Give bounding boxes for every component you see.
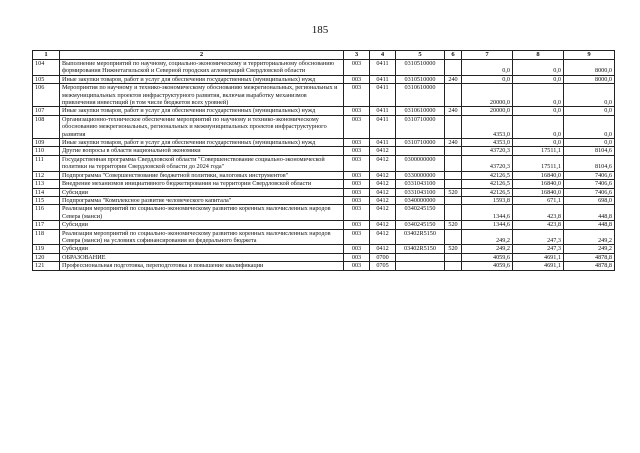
row-amount-year3: 698,0	[564, 196, 615, 204]
table-row	[33, 107, 615, 115]
row-code-expense-type	[445, 155, 462, 171]
row-code-expense-type: 240	[445, 75, 462, 83]
row-code-section: 0411	[370, 139, 396, 147]
row-amount-year3: 0,0	[564, 115, 615, 138]
row-code-section: 0411	[370, 84, 396, 107]
header-cell: 6	[445, 51, 462, 60]
table-row	[33, 115, 615, 138]
row-description: Профессиональная подготовка, переподготовка и повышение квалификации	[60, 262, 344, 270]
row-description: Мероприятия по научному и технико-экономическому обоснованию межрегиональных, региональных и межмуниципальных проектов инфраструктурного развития, включая выработку механизмов привлечения инвестиций (в том числе бюджетов всех уровней)	[60, 84, 344, 107]
row-code-target: 0330000000	[396, 171, 445, 179]
row-amount-year2: 671,1	[513, 196, 564, 204]
row-amount-year1: 42126,5	[462, 171, 513, 179]
row-amount-year1: 1593,8	[462, 196, 513, 204]
row-amount-year3: 8000,0	[564, 75, 615, 83]
row-number: 107	[33, 107, 60, 115]
table-row	[33, 171, 615, 179]
page-number: 185	[311, 24, 329, 36]
row-amount-year2: 16840,0	[513, 180, 564, 188]
row-amount-year3: 7406,6	[564, 180, 615, 188]
row-code-expense-type	[445, 196, 462, 204]
row-code-target: 0340000000	[396, 196, 445, 204]
row-amount-year2: 4691,1	[513, 253, 564, 261]
row-amount-year3: 4878,8	[564, 262, 615, 270]
row-amount-year1: 1344,6	[462, 221, 513, 229]
row-amount-year1: 4059,6	[462, 253, 513, 261]
row-amount-year1: 1344,6	[462, 205, 513, 221]
row-description: Реализация мероприятий по социально-экономическому развитию коренных малочисленных народов Севера (манси) на условиях софинансирования из федерального бюджета	[60, 229, 344, 245]
row-description: Иные закупки товаров, работ и услуг для обеспечения государственных (муниципальных) нужд	[60, 139, 344, 147]
row-description: Организационно-техническое обеспечение мероприятий по научному и технико-экономическому обоснованию межрегиональных, региональных и межмуниципальных проектов инфраструктурного развития	[60, 115, 344, 138]
row-code-admin: 003	[344, 188, 370, 196]
table-row	[33, 196, 615, 204]
row-amount-year1: 43720,3	[462, 147, 513, 155]
table-row	[33, 155, 615, 171]
row-amount-year1: 249,2	[462, 245, 513, 253]
row-amount-year2: 423,8	[513, 221, 564, 229]
header-cell: 5	[396, 51, 445, 60]
row-code-expense-type: 240	[445, 107, 462, 115]
row-code-admin: 003	[344, 75, 370, 83]
row-number: 117	[33, 221, 60, 229]
row-amount-year2: 0,0	[513, 115, 564, 138]
row-description: Субсидии	[60, 221, 344, 229]
row-code-expense-type: 520	[445, 221, 462, 229]
row-code-section: 0412	[370, 229, 396, 245]
row-code-target: 0310610000	[396, 107, 445, 115]
row-number: 109	[33, 139, 60, 147]
table-row	[33, 75, 615, 83]
row-code-section: 0411	[370, 115, 396, 138]
row-code-section: 0411	[370, 60, 396, 76]
row-amount-year2: 0,0	[513, 60, 564, 76]
row-code-target: 03402R5150	[396, 229, 445, 245]
table-row	[33, 139, 615, 147]
budget-table	[32, 50, 615, 271]
row-code-target: 0340245150	[396, 205, 445, 221]
row-code-section: 0412	[370, 147, 396, 155]
table-row	[33, 262, 615, 270]
row-code-expense-type	[445, 262, 462, 270]
row-code-expense-type: 520	[445, 245, 462, 253]
table-row	[33, 147, 615, 155]
row-amount-year1: 20000,0	[462, 84, 513, 107]
row-amount-year2: 0,0	[513, 84, 564, 107]
row-code-expense-type	[445, 205, 462, 221]
row-code-expense-type: 520	[445, 188, 462, 196]
row-code-section: 0412	[370, 196, 396, 204]
row-description: Государственная программа Свердловской области "Совершенствование социально-экономической политики на территории Свердловской области до 2024 года"	[60, 155, 344, 171]
row-description: Иные закупки товаров, работ и услуг для обеспечения государственных (муниципальных) нужд	[60, 75, 344, 83]
row-amount-year1: 4353,0	[462, 115, 513, 138]
table-row	[33, 253, 615, 261]
row-description: Субсидии	[60, 188, 344, 196]
row-code-section: 0411	[370, 75, 396, 83]
row-amount-year3: 0,0	[564, 107, 615, 115]
table-row	[33, 180, 615, 188]
row-code-expense-type: 240	[445, 139, 462, 147]
row-amount-year3: 448,8	[564, 221, 615, 229]
row-number: 116	[33, 205, 60, 221]
row-code-admin: 003	[344, 221, 370, 229]
row-code-expense-type	[445, 180, 462, 188]
row-code-section: 0412	[370, 180, 396, 188]
row-number: 114	[33, 188, 60, 196]
row-code-target: 0340245150	[396, 221, 445, 229]
row-code-expense-type	[445, 229, 462, 245]
row-code-admin: 003	[344, 115, 370, 138]
row-code-target: 0331043100	[396, 188, 445, 196]
row-amount-year1: 0,0	[462, 60, 513, 76]
row-code-section: 0412	[370, 155, 396, 171]
row-amount-year3: 448,8	[564, 205, 615, 221]
row-amount-year1: 43720,3	[462, 155, 513, 171]
row-amount-year1: 42126,5	[462, 188, 513, 196]
row-amount-year3: 4878,8	[564, 253, 615, 261]
row-code-admin: 003	[344, 229, 370, 245]
row-amount-year2: 17511,1	[513, 155, 564, 171]
row-code-section: 0412	[370, 221, 396, 229]
table-row	[33, 221, 615, 229]
row-amount-year2: 16840,0	[513, 188, 564, 196]
row-description: Подпрограмма "Совершенствование бюджетной политики, налоговых инструментов"	[60, 171, 344, 179]
row-description: Субсидии	[60, 245, 344, 253]
row-amount-year2: 0,0	[513, 75, 564, 83]
header-cell: 7	[462, 51, 513, 60]
row-code-target	[396, 253, 445, 261]
header-cell: 3	[344, 51, 370, 60]
row-amount-year1: 42126,5	[462, 180, 513, 188]
row-number: 106	[33, 84, 60, 107]
row-code-admin: 003	[344, 253, 370, 261]
row-code-section: 0412	[370, 245, 396, 253]
row-number: 104	[33, 60, 60, 76]
row-number: 113	[33, 180, 60, 188]
header-cell: 9	[564, 51, 615, 60]
row-code-section: 0700	[370, 253, 396, 261]
table-row	[33, 60, 615, 76]
row-amount-year3: 249,2	[564, 245, 615, 253]
row-code-target: 03402R5150	[396, 245, 445, 253]
row-code-expense-type	[445, 60, 462, 76]
table-row	[33, 245, 615, 253]
row-code-expense-type	[445, 253, 462, 261]
row-description: Реализация мероприятий по социально-экономическому развитию коренных малочисленных народов Севера (манси)	[60, 205, 344, 221]
row-code-admin: 003	[344, 84, 370, 107]
row-code-admin: 003	[344, 147, 370, 155]
header-cell: 2	[60, 51, 344, 60]
row-code-admin: 003	[344, 180, 370, 188]
row-code-admin: 003	[344, 107, 370, 115]
row-description: Иные закупки товаров, работ и услуг для обеспечения государственных (муниципальных) нужд	[60, 107, 344, 115]
row-amount-year1: 20000,0	[462, 107, 513, 115]
row-code-target: 0310710000	[396, 115, 445, 138]
row-code-expense-type	[445, 147, 462, 155]
row-amount-year2: 17511,1	[513, 147, 564, 155]
row-description: Подпрограмма "Комплексное развитие человеческого капитала"	[60, 196, 344, 204]
row-description: Выполнение мероприятий по научному, социально-экономическому и территориальному обоснованию формирования Нижнетагильской и Северной городских агломераций Свердловской области	[60, 60, 344, 76]
row-code-section: 0412	[370, 171, 396, 179]
row-amount-year3: 0,0	[564, 139, 615, 147]
row-amount-year2: 4691,1	[513, 262, 564, 270]
row-amount-year3: 8104,6	[564, 155, 615, 171]
row-code-target	[396, 147, 445, 155]
row-code-section: 0412	[370, 188, 396, 196]
row-code-admin: 003	[344, 245, 370, 253]
header-cell: 1	[33, 51, 60, 60]
row-number: 115	[33, 196, 60, 204]
row-amount-year2: 247,3	[513, 229, 564, 245]
row-number: 111	[33, 155, 60, 171]
row-amount-year2: 16840,0	[513, 171, 564, 179]
row-amount-year2: 0,0	[513, 107, 564, 115]
row-code-target: 0310510000	[396, 75, 445, 83]
row-code-section: 0411	[370, 107, 396, 115]
row-amount-year1: 0,0	[462, 75, 513, 83]
row-amount-year1: 249,2	[462, 229, 513, 245]
row-number: 108	[33, 115, 60, 138]
row-amount-year3: 7406,6	[564, 171, 615, 179]
row-code-admin: 003	[344, 155, 370, 171]
row-code-target	[396, 262, 445, 270]
header-row	[33, 51, 615, 60]
row-amount-year3: 8104,6	[564, 147, 615, 155]
row-code-target: 0310610000	[396, 84, 445, 107]
row-code-admin: 003	[344, 139, 370, 147]
row-code-admin: 003	[344, 171, 370, 179]
row-amount-year3: 7406,6	[564, 188, 615, 196]
row-code-admin: 003	[344, 196, 370, 204]
row-amount-year1: 4353,0	[462, 139, 513, 147]
row-code-section: 0412	[370, 205, 396, 221]
row-amount-year2: 423,8	[513, 205, 564, 221]
table-row	[33, 188, 615, 196]
header-cell: 8	[513, 51, 564, 60]
row-number: 112	[33, 171, 60, 179]
row-amount-year3: 8000,0	[564, 60, 615, 76]
row-amount-year3: 0,0	[564, 84, 615, 107]
table-row	[33, 229, 615, 245]
row-number: 121	[33, 262, 60, 270]
row-description: Другие вопросы в области национальной экономики	[60, 147, 344, 155]
row-amount-year3: 249,2	[564, 229, 615, 245]
row-number: 119	[33, 245, 60, 253]
row-description: Внедрение механизмов инициативного бюджетирования на территории Свердловской области	[60, 180, 344, 188]
row-number: 110	[33, 147, 60, 155]
row-code-target: 0310510000	[396, 60, 445, 76]
row-amount-year1: 4059,6	[462, 262, 513, 270]
row-code-admin: 003	[344, 60, 370, 76]
row-code-expense-type	[445, 115, 462, 138]
table-row	[33, 205, 615, 221]
row-amount-year2: 0,0	[513, 139, 564, 147]
row-code-expense-type	[445, 171, 462, 179]
row-code-admin: 003	[344, 262, 370, 270]
header-cell: 4	[370, 51, 396, 60]
row-code-target: 0331043100	[396, 180, 445, 188]
row-code-expense-type	[445, 84, 462, 107]
row-number: 120	[33, 253, 60, 261]
row-amount-year2: 247,3	[513, 245, 564, 253]
row-code-target: 0300000000	[396, 155, 445, 171]
row-code-section: 0705	[370, 262, 396, 270]
row-number: 118	[33, 229, 60, 245]
table-row	[33, 84, 615, 107]
row-code-admin: 003	[344, 205, 370, 221]
row-number: 105	[33, 75, 60, 83]
row-description: ОБРАЗОВАНИЕ	[60, 253, 344, 261]
row-code-target: 0310710000	[396, 139, 445, 147]
